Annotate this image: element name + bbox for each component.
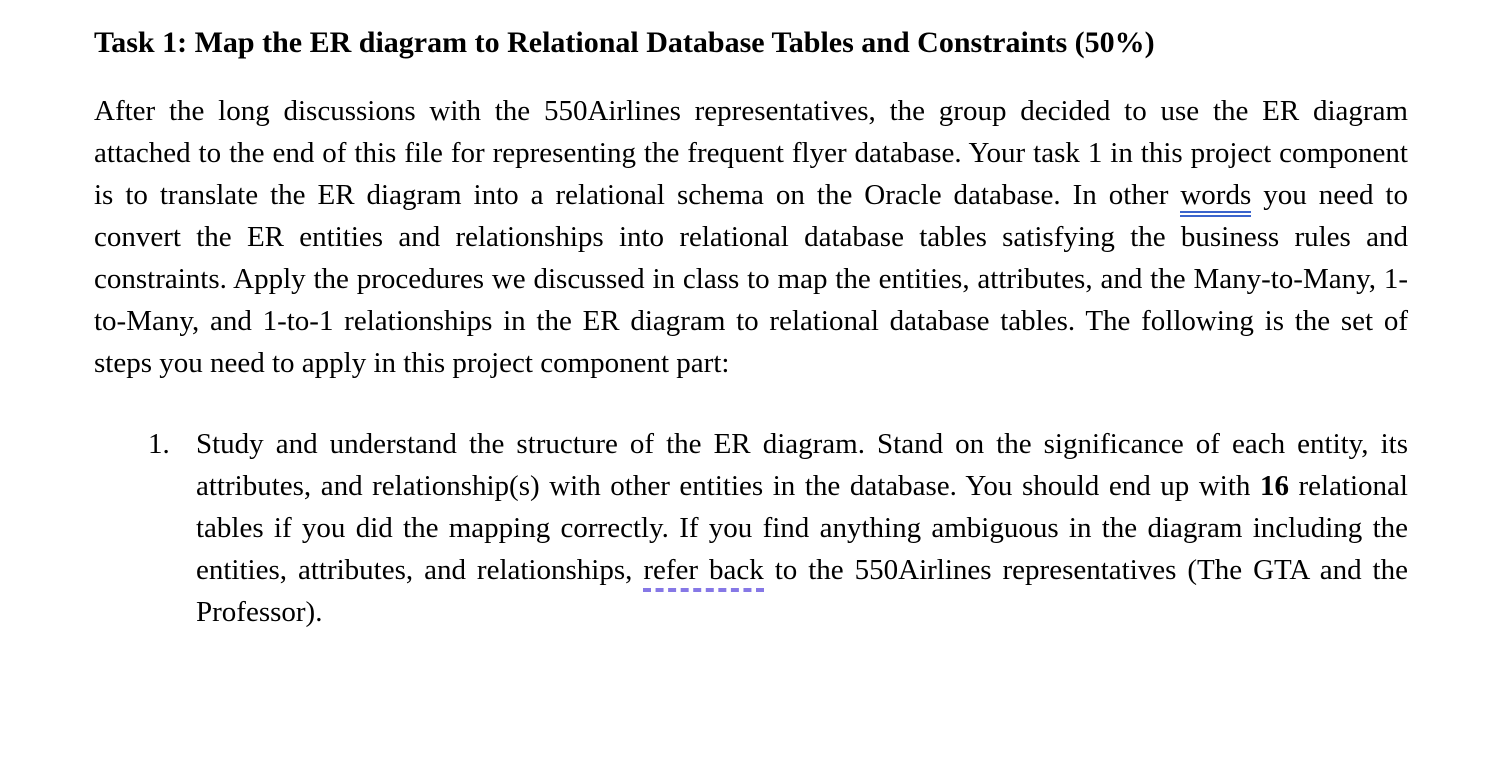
list-item-text	[196, 423, 1408, 633]
paragraph-text-2: you need to convert the ER entities and relationships into relational database tables satisfying the business rules and constraints. Apply the procedures we discussed in class to map the entities, attributes, and the Many-to-Many, 1-to-Many, and 1-to-1 relationships in the ER diagram to relational database tables. The following is the set of steps you need to apply in this project component part:	[94, 179, 1408, 379]
style-flagged-phrase[interactable]: refer back	[643, 554, 763, 592]
grammar-flagged-word[interactable]: words	[1180, 179, 1251, 217]
list-item-number: 1.	[148, 428, 170, 460]
task-heading: Task 1: Map the ER diagram to Relational Database Tables and Constraints (50%)	[94, 26, 1155, 59]
paragraph-text-1: After the long discussions with the 550Airlines representatives, the group decided to use the ER diagram attached to the end of this file for representing the frequent flyer database. Your task 1 in this project component is to translate the ER diagram into a relational schema on the Oracle database. In other	[94, 95, 1408, 211]
numbered-list-item-1	[94, 423, 1408, 633]
intro-paragraph	[94, 90, 1408, 384]
list-text-3: to the 550Airlines representatives (The GTA and the Professor).	[196, 554, 1408, 628]
list-text-1: Study and understand the structure of the ER diagram. Stand on the significance of each entity, its attributes, and relationship(s) with other entities in the database. You should end up with	[196, 428, 1408, 502]
bold-table-count: 16	[1259, 470, 1289, 502]
list-text-2: relational tables if you did the mapping correctly. If you find anything ambiguous in the diagram including the entities, attributes, and relationships,	[196, 470, 1408, 586]
